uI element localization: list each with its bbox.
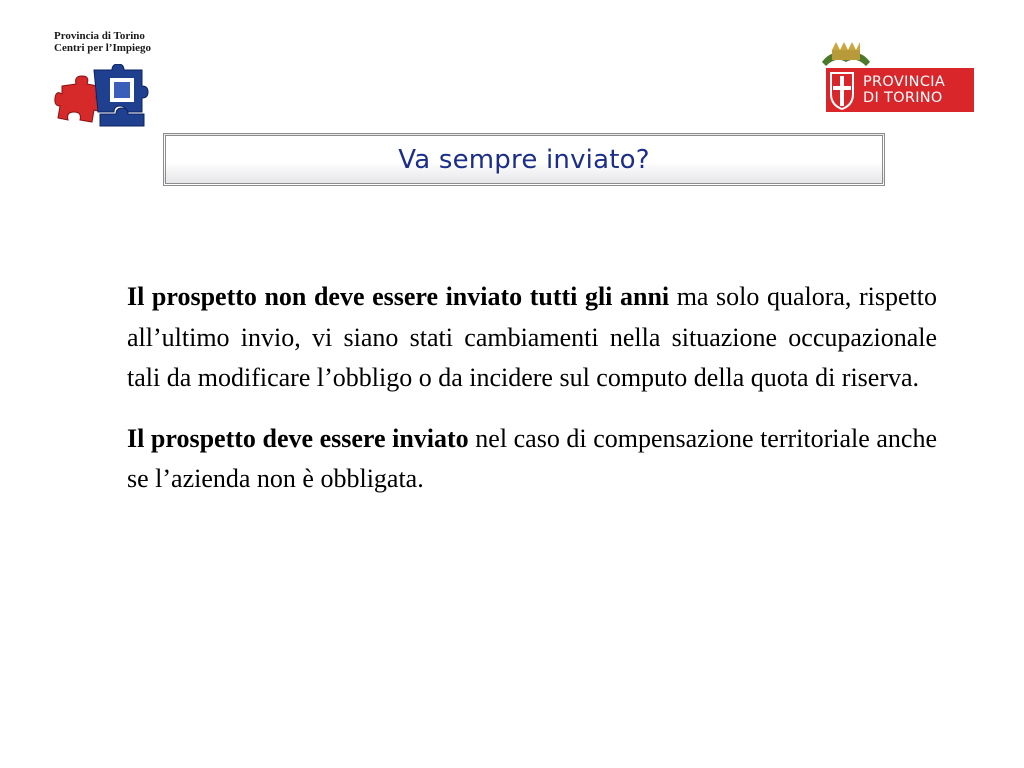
centri-impiego-logo — [52, 30, 182, 135]
slide-title-bar — [163, 133, 885, 186]
puzzle-icon — [54, 64, 150, 128]
provincia-text-line1: PROVINCIA — [863, 74, 946, 90]
org-name-line1: Provincia di Torino — [54, 30, 145, 42]
provincia-text-line2: DI TORINO — [863, 90, 943, 106]
paragraph-2 — [127, 419, 937, 500]
paragraph-2-text: nel caso di compensazione territoriale anche se l’azienda non è obbligata. — [127, 423, 937, 493]
paragraph-1-text: ma solo qualora, rispetto all’ultimo invio, vi siano stati cambiamenti nella situazione occupazionale tali da modificare l’obbligo o da incidere sul computo della quota di riserva. — [127, 282, 937, 392]
slide-body — [127, 277, 937, 500]
paragraph-1 — [127, 277, 937, 399]
crown-crest-icon — [818, 40, 874, 70]
provincia-badge — [826, 68, 974, 112]
provincia-torino-logo — [818, 40, 978, 114]
paragraph-2-bold: Il prospetto deve essere inviato — [127, 423, 469, 453]
cross-shield-icon — [826, 68, 858, 112]
org-name-line2: Centri per l’Impiego — [54, 42, 151, 54]
paragraph-1-bold: Il prospetto non deve essere inviato tutti gli anni — [127, 282, 670, 311]
slide-title: Va sempre inviato? — [398, 144, 650, 175]
